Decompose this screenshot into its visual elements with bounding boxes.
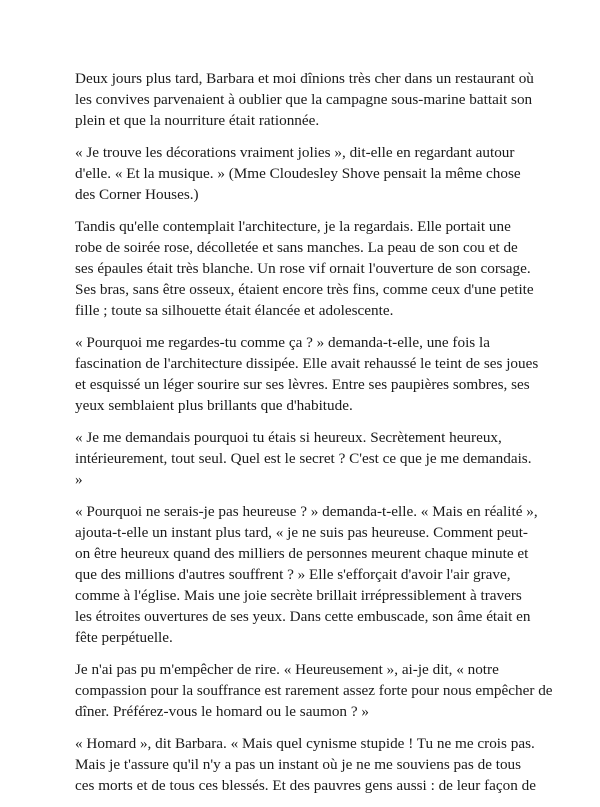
paragraph <box>75 659 553 722</box>
text-line: des Corner Houses.) <box>75 186 199 203</box>
paragraph <box>75 332 539 416</box>
text-line: les convives parvenaient à oublier que la campagne sous-marine battait son <box>75 91 533 108</box>
text-line: comme à l'église. Mais une joie secrète brillait irrépressiblement à travers <box>75 587 522 604</box>
text-line: ajouta-t-elle un instant plus tard, « je ne suis pas heureuse. Comment peut- <box>75 524 528 541</box>
text-line: Deux jours plus tard, Barbara et moi dînions très cher dans un restaurant où <box>75 70 534 87</box>
text-line: ses épaules était très blanche. Un rose vif ornait l'ouverture de son corsage. <box>75 260 531 277</box>
text-line: « Je trouve les décorations vraiment jolies », dit-elle en regardant autour <box>75 144 515 161</box>
text-line: « Homard », dit Barbara. « Mais quel cynisme stupide ! Tu ne me crois pas. <box>75 735 535 752</box>
text-line: robe de soirée rose, décolletée et sans manches. La peau de son cou et de <box>75 239 518 256</box>
text-line: » <box>75 471 83 488</box>
text-line: Je n'ai pas pu m'empêcher de rire. « Heureusement », ai-je dit, « notre <box>75 661 499 678</box>
text-line: Mais je t'assure qu'il n'y a pas un instant où je ne me souviens pas de tous <box>75 756 522 773</box>
paragraph <box>75 142 531 205</box>
text-line: les étroites ouvertures de ses yeux. Dans cette embuscade, son âme était en <box>75 608 531 625</box>
text-line: Ses bras, sans être osseux, étaient encore très fins, comme ceux d'une petite <box>75 281 534 298</box>
paragraph <box>75 427 531 490</box>
text-line: compassion pour la souffrance est rarement assez forte pour nous empêcher de <box>75 682 553 699</box>
text-line: dîner. Préférez-vous le homard ou le saumon ? » <box>75 703 369 720</box>
paragraph <box>75 216 534 321</box>
text-line: que des millions d'autres souffrent ? » Elle s'efforçait d'avoir l'air grave, <box>75 566 511 583</box>
text-line: « Pourquoi ne serais-je pas heureuse ? » demanda-t-elle. « Mais en réalité », <box>75 503 538 520</box>
text-line: plein et que la nourriture était rationnée. <box>75 112 320 129</box>
text-line: yeux semblaient plus brillants que d'habitude. <box>75 397 353 414</box>
text-line: on être heureux quand des milliers de personnes meurent chaque minute et <box>75 545 529 562</box>
text-line: ces morts et de tous ces blessés. Et des pauvres gens aussi : de leur façon de <box>75 777 536 794</box>
paragraph <box>75 501 538 648</box>
paragraph <box>75 68 534 131</box>
text-line: « Pourquoi me regardes-tu comme ça ? » demanda-t-elle, une fois la <box>75 334 490 351</box>
text-line: et esquissé un léger sourire sur ses lèvres. Entre ses paupières sombres, ses <box>75 376 530 393</box>
text-line: d'elle. « Et la musique. » (Mme Cloudesley Shove pensait la même chose <box>75 165 521 182</box>
text-line: « Je me demandais pourquoi tu étais si heureux. Secrètement heureux, <box>75 429 502 446</box>
paragraph <box>75 733 536 796</box>
text-line: fête perpétuelle. <box>75 629 173 646</box>
text-line: intérieurement, tout seul. Quel est le secret ? C'est ce que je me demandais. <box>75 450 532 467</box>
document-page <box>75 68 553 807</box>
text-line: fascination de l'architecture dissipée. Elle avait rehaussé le teint de ses joues <box>75 355 539 372</box>
text-line: fille ; toute sa silhouette était élancée et adolescente. <box>75 302 394 319</box>
text-line: Tandis qu'elle contemplait l'architecture, je la regardais. Elle portait une <box>75 218 511 235</box>
